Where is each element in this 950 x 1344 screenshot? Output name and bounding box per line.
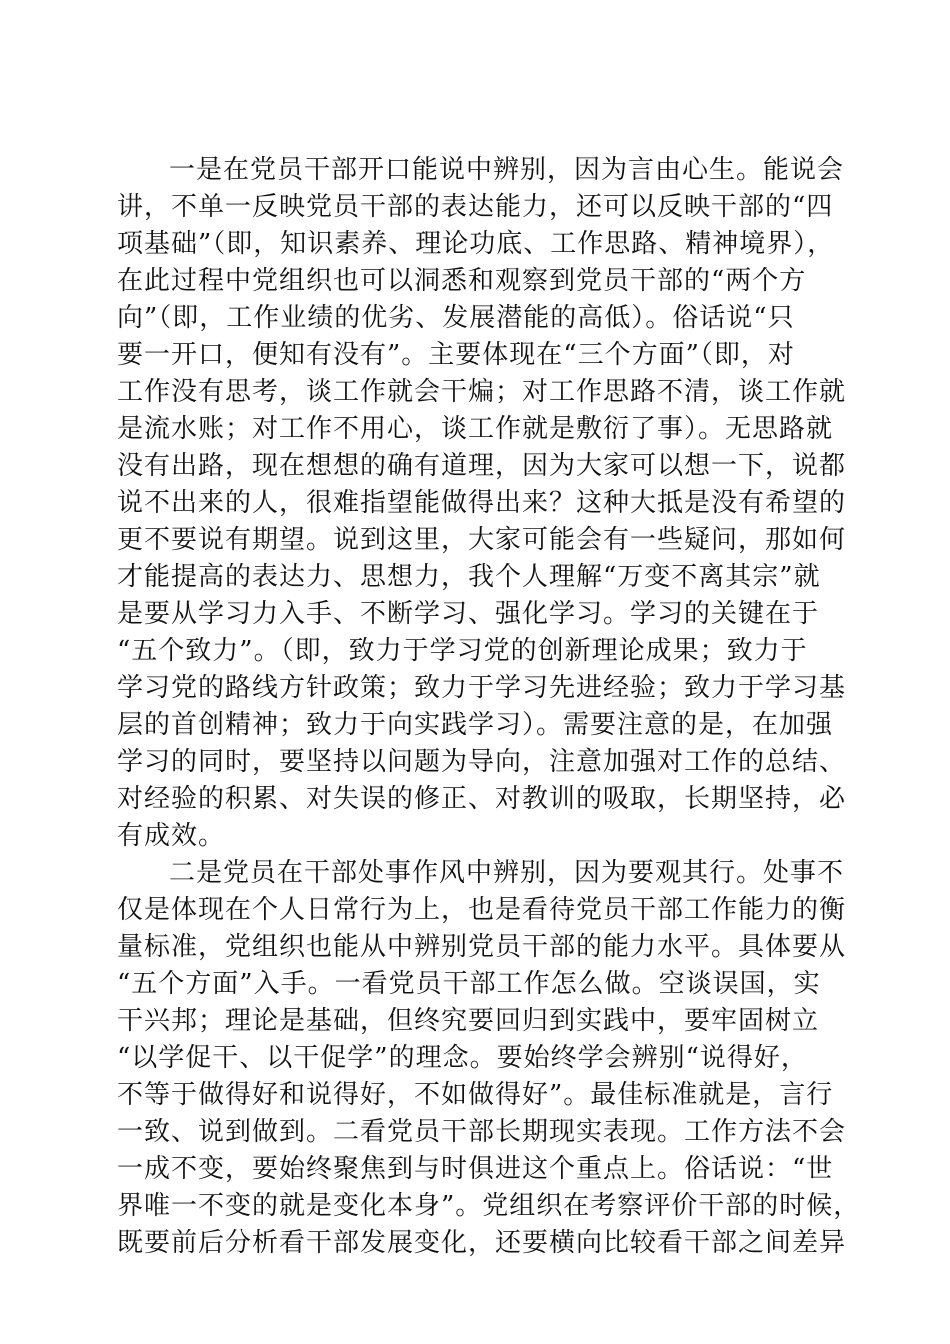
body-text [117,152,861,1262]
text-line: 对经验的积累、对失误的修正、对教训的吸取，长期坚持，必 [117,784,847,814]
text-line: 没有出路，现在想想的确有道理，因为大家可以想一下，说都 [117,451,847,481]
text-line: 有成效。 [117,821,226,851]
text-line: 要一开口，便知有没有”。主要体现在“三个方面”（即，对 [117,340,795,370]
paragraph-1 [117,152,847,855]
text-line: 才能提高的表达力、思想力，我个人理解“万变不离其宗”就 [117,562,821,592]
text-line: 一成不变，要始终聚焦到与时俱进这个重点上。俗话说：“世 [117,1154,834,1184]
text-line: 一是在党员干部开口能说中辨别，因为言由心生。能说会 [169,155,845,185]
text-line: 既要前后分析看干部发展变化，还要横向比较看干部之间差异 [117,1228,847,1258]
text-line: 学习的同时，要坚持以问题为导向，注意加强对工作的总结、 [117,747,847,777]
text-line: 界唯一不变的就是变化本身”。党组织在考察评价干部的时候， [117,1191,861,1221]
text-line: 在此过程中党组织也可以洞悉和观察到党员干部的“两个方 [117,266,807,296]
text-line: 量标准，党组织也能从中辨别党员干部的能力水平。具体要从 [117,932,847,962]
text-line: 工作没有思考，谈工作就会干煸；对工作思路不清，谈工作就 [117,377,847,407]
text-line: 说不出来的人，很难指望能做得出来？这种大抵是没有希望的 [117,488,847,518]
text-line: 更不要说有期望。说到这里，大家可能会有一些疑问，那如何 [117,525,847,555]
text-line: 向”（即，工作业绩的优劣、发展潜能的高低）。俗话说“只 [117,303,795,333]
text-line: 项基础”（即，知识素养、理论功底、工作思路、精神境界）， [117,229,835,259]
text-line: 是要从学习力入手、不断学习、强化学习。学习的关键在于 [117,599,820,629]
text-line: 讲，不单一反映党员干部的表达能力，还可以反映干部的“四 [117,192,834,222]
text-line: 二是党员在干部处事作风中辨别，因为要观其行。处事不 [169,858,845,888]
text-line: “五个方面”入手。一看党员干部工作怎么做。空谈误国，实 [117,969,821,999]
text-line: 是流水账；对工作不用心，谈工作就是敷衍了事）。无思路就 [117,414,834,444]
text-line: “以学促干、以干促学”的理念。要始终学会辨别“说得好， [117,1043,808,1073]
text-line: 层的首创精神；致力于向实践学习）。需要注意的是，在加强 [117,710,834,740]
text-line: 仅是体现在个人日常行为上，也是看待党员干部工作能力的衡 [117,895,847,925]
paragraph-2 [117,855,861,1262]
text-line: 学习党的路线方针政策；致力于学习先进经验；致力于学习基 [117,673,847,703]
text-line: “五个致力”。（即，致力于学习党的创新理论成果；致力于 [117,636,808,666]
text-line: 干兴邦；理论是基础，但终究要回归到实践中，要牢固树立 [117,1006,820,1036]
text-line: 不等于做得好和说得好，不如做得好”。最佳标准就是，言行 [117,1080,834,1110]
text-line: 一致、说到做到。二看党员干部长期现实表现。工作方法不会 [117,1117,847,1147]
